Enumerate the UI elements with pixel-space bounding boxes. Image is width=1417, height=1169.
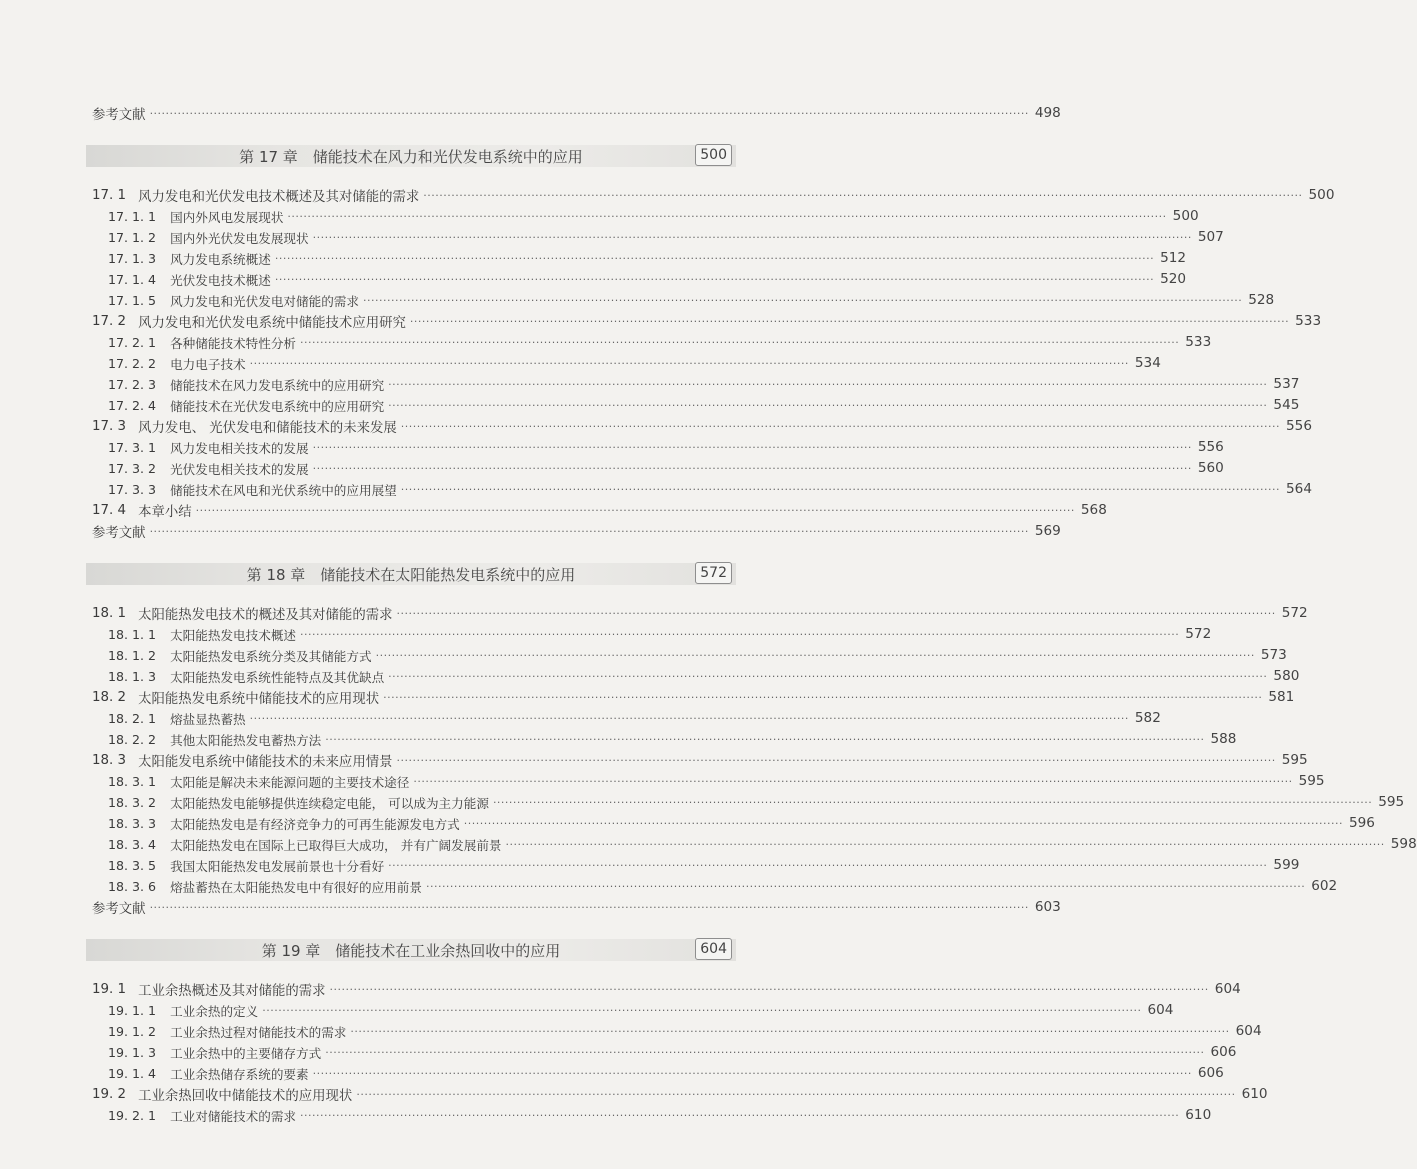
entry-number: 17. 1. 2 bbox=[108, 229, 157, 245]
references-entry bbox=[92, 897, 1061, 917]
dot-leader: ···························································································································································································································· bbox=[300, 335, 1180, 349]
entry-number: 17. 2. 1 bbox=[108, 334, 157, 350]
entry-number: 18. 1 bbox=[92, 605, 127, 621]
section-entry bbox=[92, 750, 1308, 770]
subsection-entry bbox=[108, 771, 1325, 791]
entry-page-number: 564 bbox=[1286, 481, 1312, 497]
dot-leader: ···························································································································································································································· bbox=[505, 837, 1385, 851]
subsection-entry bbox=[108, 353, 1161, 373]
dot-leader: ···························································································································································································································· bbox=[300, 627, 1180, 641]
section-entry bbox=[92, 1084, 1268, 1104]
entry-page-number: 520 bbox=[1160, 271, 1187, 287]
chapter-page-box: 572 bbox=[695, 562, 732, 584]
entry-page-number: 533 bbox=[1185, 334, 1212, 350]
entry-title: 参考文献 bbox=[92, 901, 146, 917]
dot-leader: ···························································································································································································································· bbox=[329, 982, 1209, 996]
entry-number: 19. 2 bbox=[92, 1086, 127, 1102]
entry-page-number: 534 bbox=[1134, 355, 1161, 371]
entry-title: 工业余热概述及其对储能的需求 bbox=[138, 983, 326, 999]
entry-title: 风力发电、 光伏发电和储能技术的未来发展 bbox=[138, 420, 397, 436]
section-entry bbox=[92, 311, 1322, 331]
entry-page-number: 595 bbox=[1298, 773, 1325, 789]
entry-title: 国内外光伏发电发展现状 bbox=[170, 230, 309, 246]
references-entry bbox=[92, 103, 1061, 123]
entry-title: 国内外风电发展现状 bbox=[170, 209, 284, 225]
entry-title: 工业对储能技术的需求 bbox=[170, 1108, 297, 1124]
entry-title: 参考文献 bbox=[92, 107, 146, 123]
entry-title: 工业余热回收中储能技术的应用现状 bbox=[138, 1088, 353, 1104]
entry-page-number: 507 bbox=[1197, 229, 1224, 245]
entry-page-number: 512 bbox=[1160, 250, 1187, 266]
dot-leader: ···························································································································································································································· bbox=[300, 1108, 1180, 1122]
subsection-entry bbox=[108, 1105, 1212, 1125]
dot-leader: ···························································································································································································································· bbox=[388, 377, 1268, 391]
subsection-entry bbox=[108, 458, 1224, 478]
entry-title: 太阳能热发电是有经济竞争力的可再生能源发电方式 bbox=[170, 816, 460, 832]
subsection-entry bbox=[108, 792, 1405, 812]
dot-leader: ···························································································································································································································· bbox=[400, 482, 1281, 496]
entry-number: 17. 3. 1 bbox=[108, 439, 157, 455]
entry-number: 19. 1 bbox=[92, 981, 127, 997]
entry-page-number: 595 bbox=[1281, 752, 1308, 768]
entry-title: 其他太阳能热发电蓄热方法 bbox=[170, 732, 322, 748]
dot-leader: ···························································································································································································································· bbox=[312, 1066, 1192, 1080]
entry-title: 太阳能热发电系统中储能技术的应用现状 bbox=[138, 691, 380, 707]
section-entry bbox=[92, 500, 1107, 520]
dot-leader: ···························································································································································································································· bbox=[312, 230, 1192, 244]
entry-title: 工业余热储存系统的要素 bbox=[170, 1066, 309, 1082]
entry-number: 18. 3. 2 bbox=[108, 794, 157, 810]
dot-leader: ···························································································································································································································· bbox=[383, 690, 1263, 704]
dot-leader: ···························································································································································································································· bbox=[262, 1003, 1142, 1017]
entry-page-number: 498 bbox=[1034, 105, 1061, 121]
entry-title: 风力发电系统概述 bbox=[170, 251, 271, 267]
dot-leader: ···························································································································································································································· bbox=[249, 711, 1129, 725]
dot-leader: ···························································································································································································································· bbox=[492, 795, 1373, 809]
entry-page-number: 528 bbox=[1248, 292, 1275, 308]
entry-page-number: 603 bbox=[1034, 899, 1061, 915]
subsection-entry bbox=[108, 437, 1224, 457]
entry-title: 太阳能热发电系统性能特点及其优缺点 bbox=[170, 669, 385, 685]
entry-page-number: 556 bbox=[1197, 439, 1224, 455]
entry-page-number: 581 bbox=[1268, 689, 1295, 705]
dot-leader: ···························································································································································································································· bbox=[312, 440, 1192, 454]
entry-number: 17. 4 bbox=[92, 502, 127, 518]
chapter-title: 第 19 章 储能技术在工业余热回收中的应用 bbox=[261, 942, 561, 960]
entry-page-number: 568 bbox=[1080, 502, 1107, 518]
entry-title: 光伏发电相关技术的发展 bbox=[170, 461, 309, 477]
entry-title: 工业余热的定义 bbox=[170, 1003, 259, 1019]
entry-title: 太阳能热发电技术的概述及其对储能的需求 bbox=[138, 607, 393, 623]
entry-title: 电力电子技术 bbox=[170, 356, 246, 372]
entry-page-number: 545 bbox=[1273, 397, 1300, 413]
section-entry bbox=[92, 603, 1308, 623]
dot-leader: ···························································································································································································································· bbox=[350, 1024, 1230, 1038]
entry-title: 风力发电和光伏发电技术概述及其对储能的需求 bbox=[138, 189, 420, 205]
chapter-heading bbox=[86, 145, 736, 167]
entry-number: 19. 1. 2 bbox=[108, 1023, 157, 1039]
entry-number: 18. 3. 4 bbox=[108, 836, 157, 852]
entry-number: 17. 3. 3 bbox=[108, 481, 157, 497]
dot-leader: ···························································································································································································································· bbox=[274, 272, 1155, 286]
entry-page-number: 537 bbox=[1273, 376, 1300, 392]
entry-title: 储能技术在风力发电系统中的应用研究 bbox=[170, 377, 385, 393]
section-entry bbox=[92, 185, 1335, 205]
entry-page-number: 604 bbox=[1235, 1023, 1262, 1039]
chapter-page-box: 604 bbox=[695, 938, 732, 960]
entry-title: 风力发电和光伏发电系统中储能技术应用研究 bbox=[138, 315, 406, 331]
entry-title: 熔盐显热蓄热 bbox=[170, 711, 246, 727]
entry-title: 太阳能热发电技术概述 bbox=[170, 627, 297, 643]
entry-title: 风力发电相关技术的发展 bbox=[170, 440, 309, 456]
entry-page-number: 500 bbox=[1308, 187, 1335, 203]
subsection-entry bbox=[108, 666, 1300, 686]
entry-number: 19. 1. 4 bbox=[108, 1065, 157, 1081]
entry-number: 18. 3 bbox=[92, 752, 127, 768]
entry-title: 工业余热中的主要储存方式 bbox=[170, 1045, 322, 1061]
chapter-title: 第 17 章 储能技术在风力和光伏发电系统中的应用 bbox=[239, 148, 583, 166]
subsection-entry bbox=[108, 1042, 1237, 1062]
entry-number: 18. 2 bbox=[92, 689, 127, 705]
entry-page-number: 588 bbox=[1210, 731, 1237, 747]
subsection-entry bbox=[108, 374, 1300, 394]
entry-number: 17. 2. 2 bbox=[108, 355, 157, 371]
dot-leader: ···························································································································································································································· bbox=[312, 461, 1192, 475]
entry-number: 18. 2. 1 bbox=[108, 710, 157, 726]
subsection-entry bbox=[108, 479, 1312, 499]
entry-number: 19. 2. 1 bbox=[108, 1107, 157, 1123]
subsection-entry bbox=[108, 248, 1187, 268]
subsection-entry bbox=[108, 876, 1338, 896]
dot-leader: ···························································································································································································································· bbox=[413, 774, 1293, 788]
entry-page-number: 606 bbox=[1210, 1044, 1237, 1060]
entry-number: 17. 1. 3 bbox=[108, 250, 157, 266]
chapter-heading bbox=[86, 939, 736, 961]
entry-number: 19. 1. 3 bbox=[108, 1044, 157, 1060]
chapter-page-box: 500 bbox=[695, 144, 732, 166]
entry-number: 17. 2. 3 bbox=[108, 376, 157, 392]
entry-title: 储能技术在光伏发电系统中的应用研究 bbox=[170, 398, 385, 414]
subsection-entry bbox=[108, 813, 1375, 833]
dot-leader: ···························································································································································································································· bbox=[463, 816, 1343, 830]
subsection-entry bbox=[108, 729, 1237, 749]
entry-page-number: 572 bbox=[1185, 626, 1212, 642]
entry-title: 熔盐蓄热在太阳能热发电中有很好的应用前景 bbox=[170, 879, 422, 895]
subsection-entry bbox=[108, 708, 1161, 728]
entry-page-number: 610 bbox=[1185, 1107, 1212, 1123]
subsection-entry bbox=[108, 645, 1287, 665]
entry-page-number: 582 bbox=[1134, 710, 1161, 726]
entry-page-number: 580 bbox=[1273, 668, 1300, 684]
entry-page-number: 598 bbox=[1390, 836, 1417, 852]
entry-number: 17. 2 bbox=[92, 313, 127, 329]
dot-leader: ···························································································································································································································· bbox=[287, 209, 1167, 223]
dot-leader: ···························································································································································································································· bbox=[388, 858, 1268, 872]
dot-leader: ···························································································································································································································· bbox=[423, 188, 1303, 202]
entry-title: 太阳能热发电系统分类及其储能方式 bbox=[170, 648, 372, 664]
dot-leader: ···························································································································································································································· bbox=[409, 314, 1290, 328]
dot-leader: ···························································································································································································································· bbox=[149, 900, 1029, 914]
entry-title: 太阳能热发电能够提供连续稳定电能， 可以成为主力能源 bbox=[170, 795, 489, 811]
dot-leader: ···························································································································································································································· bbox=[325, 732, 1205, 746]
entry-page-number: 573 bbox=[1260, 647, 1287, 663]
entry-number: 18. 1. 3 bbox=[108, 668, 157, 684]
dot-leader: ···························································································································································································································· bbox=[362, 293, 1243, 307]
entry-title: 我国太阳能热发电发展前景也十分看好 bbox=[170, 858, 385, 874]
chapter-heading bbox=[86, 563, 736, 585]
subsection-entry bbox=[108, 227, 1224, 247]
subsection-entry bbox=[108, 624, 1212, 644]
entry-title: 光伏发电技术概述 bbox=[170, 272, 271, 288]
dot-leader: ···························································································································································································································· bbox=[356, 1087, 1236, 1101]
entry-page-number: 595 bbox=[1378, 794, 1405, 810]
entry-number: 17. 1. 5 bbox=[108, 292, 157, 308]
entry-page-number: 596 bbox=[1348, 815, 1375, 831]
entry-page-number: 572 bbox=[1281, 605, 1308, 621]
entry-number: 17. 3. 2 bbox=[108, 460, 157, 476]
subsection-entry bbox=[108, 1063, 1224, 1083]
dot-leader: ···························································································································································································································· bbox=[149, 524, 1029, 538]
subsection-entry bbox=[108, 1021, 1262, 1041]
dot-leader: ···························································································································································································································· bbox=[396, 606, 1276, 620]
subsection-entry bbox=[108, 834, 1417, 854]
entry-page-number: 533 bbox=[1295, 313, 1322, 329]
dot-leader: ···························································································································································································································· bbox=[400, 419, 1281, 433]
entry-title: 参考文献 bbox=[92, 525, 146, 541]
entry-page-number: 599 bbox=[1273, 857, 1300, 873]
entry-number: 18. 2. 2 bbox=[108, 731, 157, 747]
subsection-entry bbox=[108, 290, 1275, 310]
dot-leader: ···························································································································································································································· bbox=[375, 648, 1255, 662]
entry-title: 本章小结 bbox=[138, 504, 192, 520]
dot-leader: ···························································································································································································································· bbox=[274, 251, 1155, 265]
section-entry bbox=[92, 687, 1295, 707]
entry-number: 18. 1. 1 bbox=[108, 626, 157, 642]
subsection-entry bbox=[108, 395, 1300, 415]
subsection-entry bbox=[108, 332, 1212, 352]
dot-leader: ···························································································································································································································· bbox=[325, 1045, 1205, 1059]
section-entry bbox=[92, 979, 1241, 999]
entry-page-number: 500 bbox=[1172, 208, 1199, 224]
entry-page-number: 604 bbox=[1147, 1002, 1174, 1018]
entry-title: 工业余热过程对储能技术的需求 bbox=[170, 1024, 347, 1040]
entry-number: 17. 1 bbox=[92, 187, 127, 203]
dot-leader: ···························································································································································································································· bbox=[388, 669, 1268, 683]
references-entry bbox=[92, 521, 1061, 541]
dot-leader: ···························································································································································································································· bbox=[425, 879, 1306, 893]
entry-title: 风力发电和光伏发电对储能的需求 bbox=[170, 293, 359, 309]
entry-page-number: 610 bbox=[1241, 1086, 1268, 1102]
entry-page-number: 606 bbox=[1197, 1065, 1224, 1081]
entry-page-number: 602 bbox=[1311, 878, 1338, 894]
subsection-entry bbox=[108, 206, 1199, 226]
entry-title: 太阳能是解决未来能源问题的主要技术途径 bbox=[170, 774, 410, 790]
dot-leader: ···························································································································································································································· bbox=[396, 753, 1276, 767]
subsection-entry bbox=[108, 1000, 1174, 1020]
dot-leader: ···························································································································································································································· bbox=[388, 398, 1268, 412]
entry-number: 18. 3. 5 bbox=[108, 857, 157, 873]
subsection-entry bbox=[108, 269, 1187, 289]
dot-leader: ···························································································································································································································· bbox=[149, 106, 1029, 120]
section-entry bbox=[92, 416, 1312, 436]
entry-number: 17. 2. 4 bbox=[108, 397, 157, 413]
dot-leader: ···························································································································································································································· bbox=[249, 356, 1129, 370]
entry-number: 19. 1. 1 bbox=[108, 1002, 157, 1018]
entry-number: 18. 3. 3 bbox=[108, 815, 157, 831]
entry-title: 太阳能热发电在国际上已取得巨大成功， 并有广阔发展前景 bbox=[170, 837, 502, 853]
chapter-title: 第 18 章 储能技术在太阳能热发电系统中的应用 bbox=[246, 566, 576, 584]
entry-number: 18. 3. 1 bbox=[108, 773, 157, 789]
entry-page-number: 604 bbox=[1214, 981, 1241, 997]
entry-number: 18. 1. 2 bbox=[108, 647, 157, 663]
entry-title: 储能技术在风电和光伏系统中的应用展望 bbox=[170, 482, 397, 498]
entry-page-number: 560 bbox=[1197, 460, 1224, 476]
entry-number: 17. 1. 4 bbox=[108, 271, 157, 287]
entry-number: 17. 3 bbox=[92, 418, 127, 434]
dot-leader: ···························································································································································································································· bbox=[195, 503, 1075, 517]
subsection-entry bbox=[108, 855, 1300, 875]
entry-number: 17. 1. 1 bbox=[108, 208, 157, 224]
entry-title: 太阳能发电系统中储能技术的未来应用情景 bbox=[138, 754, 393, 770]
entry-page-number: 569 bbox=[1034, 523, 1061, 539]
entry-number: 18. 3. 6 bbox=[108, 878, 157, 894]
entry-page-number: 556 bbox=[1286, 418, 1312, 434]
entry-title: 各种储能技术特性分析 bbox=[170, 335, 297, 351]
